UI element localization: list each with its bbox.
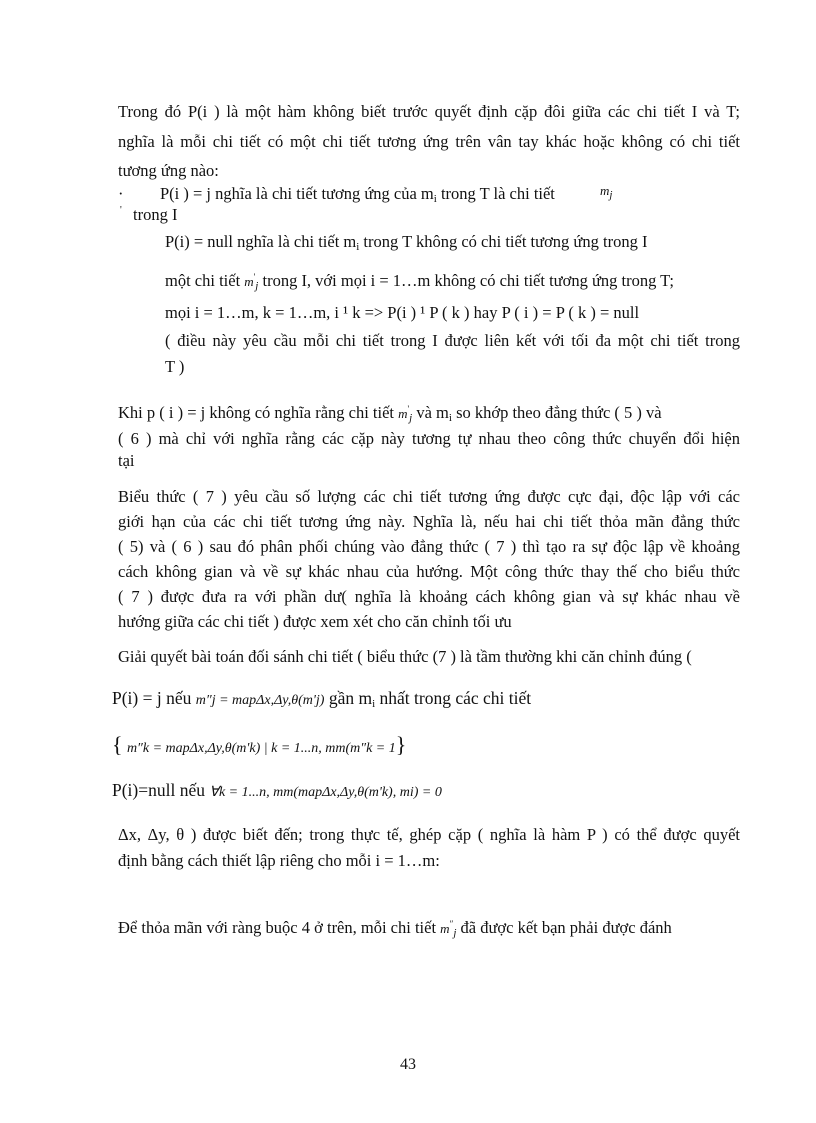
formula-3 bbox=[112, 780, 442, 801]
formula-1-math: m″j = mapΔx,Δy,θ(m'j) bbox=[195, 693, 325, 708]
var-m: m bbox=[440, 921, 450, 936]
para1-line2: nghĩa là mỗi chi tiết có một chi tiết tương ứng trên vân tay khác hoặc không có chi tiết bbox=[118, 132, 740, 151]
para2-post-b: so khớp theo đẳng thức ( 5 ) và bbox=[451, 403, 662, 422]
para3-line5: ( 7 ) được đưa ra với phần dư( nghĩa là khoảng cách không gian và sự khác nhau về bbox=[118, 587, 740, 606]
condition-2-sub: i bbox=[356, 241, 360, 253]
var-sub: j bbox=[609, 189, 613, 201]
para6-post: đã được kết bạn phải được đánh bbox=[460, 918, 672, 937]
para2-line3: tại bbox=[118, 451, 135, 470]
var-sub: j bbox=[409, 412, 413, 424]
para2-post-sub: i bbox=[448, 412, 452, 424]
var-m: m bbox=[398, 406, 408, 421]
var-sub: j bbox=[453, 927, 457, 939]
formula-1-post2: nhất trong các chi tiết bbox=[375, 688, 532, 708]
para3-line2: giới hạn của các chi tiết tương ứng này. Nghĩa là, nếu hai chi tiết thỏa mãn đẳng thức bbox=[118, 512, 740, 531]
condition-1-cont: trong I bbox=[133, 205, 178, 224]
para3-line1: Biểu thức ( 7 ) yêu cầu số lượng các chi tiết tương ứng được cực đại, độc lập với các bbox=[118, 487, 740, 506]
formula-1-post-sub: i bbox=[372, 698, 376, 710]
para1-line1: Trong đó P(i ) là một hàm không biết trước quyết định cặp đôi giữa các chi tiết I và T; bbox=[118, 102, 740, 121]
right-brace: } bbox=[395, 732, 407, 757]
para2-line2: ( 6 ) mà chỉ với nghĩa rằng các cặp này tương tự nhau theo công thức chuyển đổi hiện bbox=[118, 429, 740, 448]
para2-pre: Khi p ( i ) = j không có nghĩa rằng chi tiết bbox=[118, 403, 394, 422]
formula-1 bbox=[112, 688, 531, 710]
para1-line3: tương ứng nào: bbox=[118, 161, 219, 180]
condition-4: mọi i = 1…m, k = 1…m, i ¹ k => P(i ) ¹ P ( k ) hay P ( i ) = P ( k ) = null bbox=[165, 303, 640, 322]
formula-1-post: gần m bbox=[328, 688, 373, 708]
left-brace: { bbox=[112, 732, 123, 757]
formula-2-math: m″k = mapΔx,Δy,θ(m'k) | k = 1...n, mm(m″k = 1 bbox=[126, 741, 396, 756]
para2-post-a: và m bbox=[416, 403, 449, 422]
var-sub: j bbox=[255, 280, 259, 292]
para6-pre: Để thỏa mãn với ràng buộc 4 ở trên, mỗi chi tiết bbox=[118, 918, 437, 937]
condition-1-text: P(i ) = j nghĩa là chi tiết tương ứng của m bbox=[160, 184, 434, 203]
formula-3-math: ∀k = 1...n, mm(mapΔx,Δy,θ(m'k), mi) = 0 bbox=[209, 785, 442, 800]
bullet-marker: · bbox=[118, 184, 124, 203]
condition-2-text2: trong T không có chi tiết tương ứng trong I bbox=[359, 232, 648, 251]
condition-1-var bbox=[600, 177, 612, 208]
var-sup: ' bbox=[253, 272, 256, 282]
condition-2-text: P(i) = null nghĩa là chi tiết m bbox=[165, 232, 357, 251]
condition-4-line2: ( điều này yêu cầu mỗi chi tiết trong I được liên kết với tối đa một chi tiết trong bbox=[165, 331, 740, 350]
var-m: m bbox=[600, 183, 610, 198]
para3-line6: hướng giữa các chi tiết ) được xem xét cho căn chỉnh tối ưu bbox=[118, 612, 512, 631]
formula-2 bbox=[112, 732, 406, 758]
condition-2 bbox=[165, 229, 647, 260]
condition-1-sub: i bbox=[433, 193, 437, 205]
var-sup: ' bbox=[407, 404, 410, 414]
condition-1 bbox=[160, 181, 555, 212]
condition-3-post: trong I, với mọi i = 1…m không có chi tiết tương ứng trong T; bbox=[262, 271, 674, 290]
para5-line2: định bằng cách thiết lập riêng cho mỗi i = 1…m: bbox=[118, 851, 440, 870]
formula-3-pre: P(i)=null nếu bbox=[112, 780, 205, 800]
tick-mark: ' bbox=[120, 205, 122, 216]
condition-1-text2: trong T là chi tiết bbox=[436, 184, 555, 203]
para4-line1: Giải quyết bài toán đối sánh chi tiết ( biểu thức (7 ) là tầm thường khi căn chỉnh đúng ( bbox=[118, 647, 692, 666]
page-number: 43 bbox=[400, 1056, 416, 1073]
para3-line3: ( 5) và ( 6 ) sau đó phân phối chúng vào đẳng thức ( 7 ) thì tạo ra sự độc lập về khoảng bbox=[118, 537, 740, 556]
condition-3 bbox=[165, 264, 674, 299]
formula-1-pre: P(i) = j nếu bbox=[112, 688, 192, 708]
condition-4-line3: T ) bbox=[165, 357, 185, 376]
para5-line1: Δx, Δy, θ ) được biết đến; trong thực tế, ghép cặp ( nghĩa là hàm P ) có thể được quyết bbox=[118, 825, 740, 844]
para6-line1 bbox=[118, 911, 672, 946]
condition-3-pre: một chi tiết bbox=[165, 271, 241, 290]
para3-line4: cách không gian và về sự khác nhau của hướng. Một công thức thay thế cho biểu thức bbox=[118, 562, 740, 581]
var-m: m bbox=[244, 274, 254, 289]
var-sup: ″ bbox=[449, 919, 454, 929]
